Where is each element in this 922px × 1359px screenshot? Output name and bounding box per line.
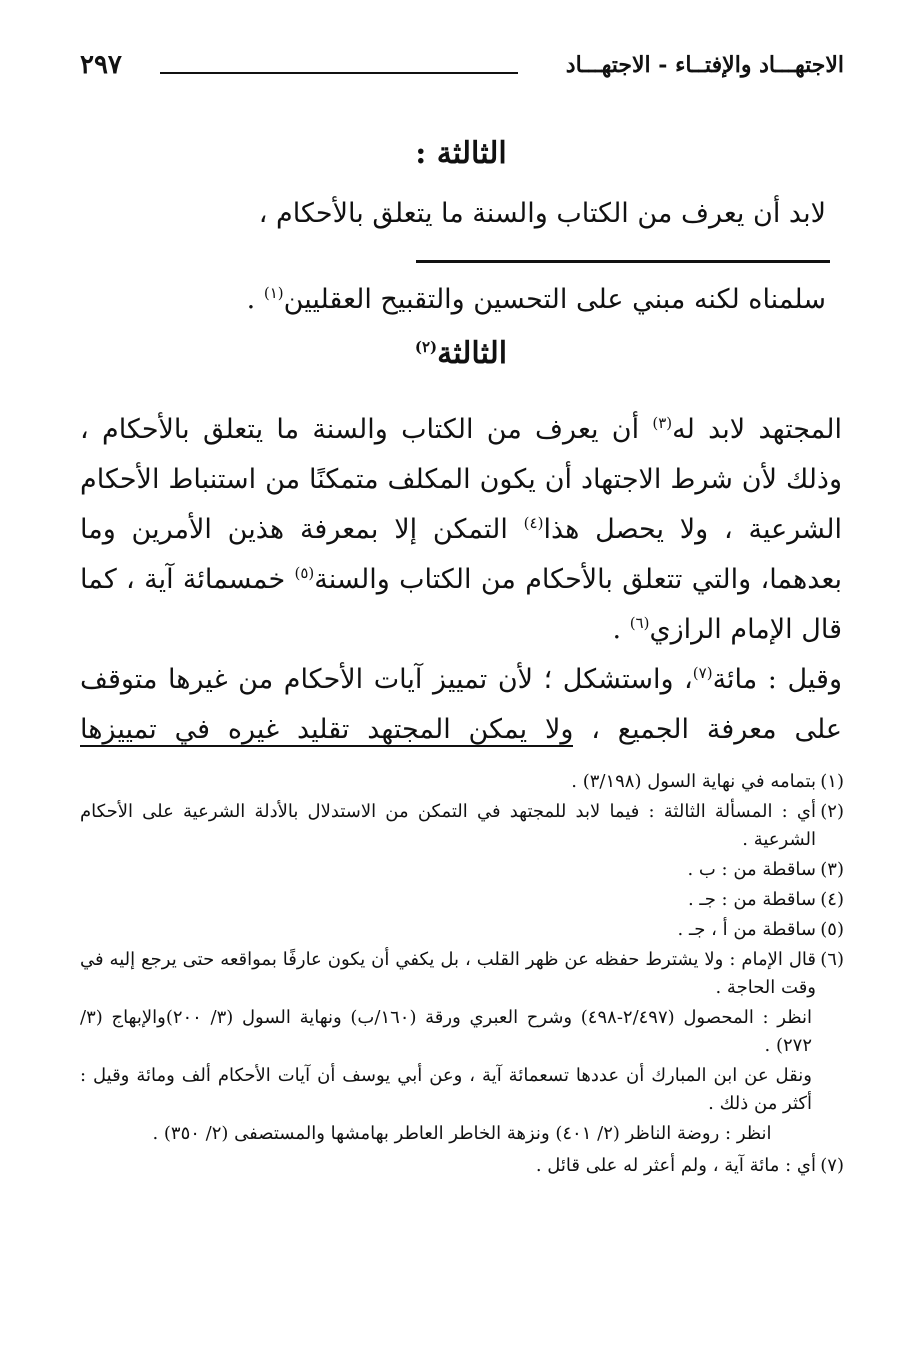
footnote-text: ساقطة من : ب . bbox=[687, 859, 816, 880]
footnote-text: بتمامه في نهاية السول (٣/١٩٨) . bbox=[571, 771, 816, 792]
footnote-text: ساقطة من : جـ . bbox=[687, 889, 816, 910]
footnote-ref-3: (٣) bbox=[652, 414, 673, 432]
body-paragraph-2 bbox=[80, 655, 842, 755]
body-paragraph-1 bbox=[80, 405, 842, 655]
footnote-5 bbox=[80, 916, 844, 944]
para-1-part-d: خمسمائة آية ، كما قال الإمام الرازي bbox=[80, 564, 842, 645]
footnote-number: (١) bbox=[820, 771, 844, 792]
footnote-number: (٣) bbox=[820, 859, 844, 880]
para-1-part-c: التمكن إلا بمعرفة هذين الأمرين وما بعدهما، والتي تتعلق بالأحكام من الكتاب والسنة bbox=[80, 514, 842, 595]
footnote-6-other-views: ونقل عن ابن المبارك أن عددها تسعمائة آية ، وعن أبي يوسف أن آيات الأحكام ألف ومائة وقيل : أكثر من ذلك . bbox=[80, 1065, 812, 1114]
matn-separator-rule bbox=[416, 260, 830, 263]
sharh-opening-text: سلمناه لكنه مبني على التحسين والتقبيح العقليين bbox=[283, 284, 826, 315]
footnote-6-further-sources: انظر : روضة الناظر (٢/ ٤٠١) ونزهة الخاطر العاطر بهامشها والمستصفى (٢/ ٣٥٠) . bbox=[152, 1123, 772, 1144]
para-2-part-b: ، واستشكل ؛ لأن تمييز آيات الأحكام من غيرها متوقف على معرفة الجميع ، bbox=[80, 664, 842, 745]
sharh-heading-text: الثالثة bbox=[437, 336, 508, 371]
para-1-part-a: المجتهد لابد له bbox=[672, 414, 843, 445]
footnote-ref-2: (٢) bbox=[414, 338, 438, 356]
footnote-number: (٦) bbox=[820, 949, 844, 970]
para-2-underlined-text: ولا يمكن المجتهد تقليد غيره في تمييزها bbox=[80, 714, 574, 745]
matn-heading: الثالثة : bbox=[415, 136, 507, 171]
footnote-text: أي : مائة آية ، ولم أعثر له على قائل . bbox=[535, 1155, 816, 1176]
footnote-text: ساقطة من أ ، جـ . bbox=[677, 919, 816, 940]
footnote-4 bbox=[80, 886, 844, 914]
footnote-6-sources: انظر : المحصول (٢/٤٩٧-٤٩٨) وشرح العبري ورقة (١٦٠/ب) ونهاية السول (٣/ ٢٠٠)والإبهاج (٣/ ٢٧٢) . bbox=[80, 1007, 812, 1056]
para-1-part-e: . bbox=[612, 614, 630, 645]
footnote-number: (٥) bbox=[820, 919, 844, 940]
sharh-opening-end: . bbox=[246, 284, 256, 315]
footnote-2 bbox=[80, 798, 844, 854]
footnote-3 bbox=[80, 856, 844, 884]
para-2-part-a: وقيل : مائة bbox=[712, 664, 842, 695]
header-rule bbox=[160, 72, 518, 74]
page-number: ٢٩٧ bbox=[80, 50, 122, 80]
footnotes-section bbox=[80, 768, 844, 1182]
footnote-1 bbox=[80, 768, 844, 796]
sharh-opening-line bbox=[66, 284, 826, 315]
footnote-ref-5: (٥) bbox=[294, 564, 315, 582]
footnote-number: (٧) bbox=[820, 1155, 844, 1176]
footnote-ref-7: (٧) bbox=[692, 664, 713, 682]
matn-text: لابد أن يعرف من الكتاب والسنة ما يتعلق بالأحكام ، bbox=[258, 198, 826, 229]
footnote-6 bbox=[80, 946, 844, 1002]
para-1-part-b: أن يعرف من الكتاب والسنة ما يتعلق بالأحكام ، وذلك لأن شرط الاجتهاد أن يكون المكلف متمكنًا من استنباط الأحكام الشرعية ، ولا يحصل هذا bbox=[80, 414, 842, 545]
footnote-ref-1: (١) bbox=[263, 284, 284, 302]
footnote-7 bbox=[80, 1152, 844, 1180]
footnote-text: أي : المسألة الثالثة : فيما لابد للمجتهد في التمكن من الاستدلال بالأدلة الشرعية على الأحكام الشرعية . bbox=[80, 801, 816, 850]
footnote-number: (٢) bbox=[820, 801, 844, 822]
footnote-number: (٤) bbox=[820, 889, 844, 910]
footnote-text: قال الإمام : ولا يشترط حفظه عن ظهر القلب ، بل يكفي أن يكون عارفًا بمواقعه حتى يرجع إليه في وقت الحاجة . bbox=[80, 949, 816, 998]
sharh-heading bbox=[0, 336, 922, 371]
footnote-ref-6: (٦) bbox=[629, 614, 650, 632]
running-header-title: الاجتهـــاد والإفتــاء - الاجتهـــاد bbox=[565, 52, 844, 78]
footnote-ref-4: (٤) bbox=[523, 514, 544, 532]
